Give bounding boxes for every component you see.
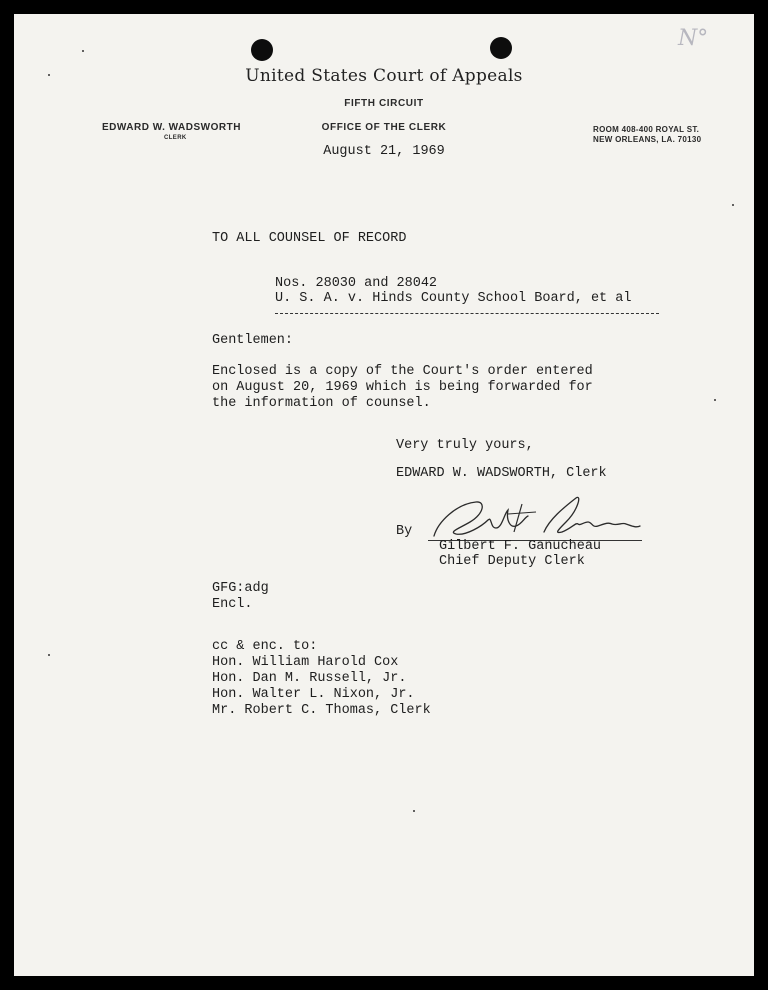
paper-speck bbox=[82, 50, 84, 52]
letter-page bbox=[14, 14, 754, 976]
case-numbers: Nos. 28030 and 28042 bbox=[275, 276, 438, 291]
office-label: OFFICE OF THE CLERK bbox=[321, 122, 447, 133]
body-line: the information of counsel. bbox=[212, 396, 431, 411]
cc-recipient: Mr. Robert C. Thomas, Clerk bbox=[212, 703, 431, 718]
by-label: By bbox=[396, 524, 413, 539]
paper-speck bbox=[413, 810, 415, 812]
cc-recipient: Hon. William Harold Cox bbox=[212, 655, 399, 670]
handwritten-signature bbox=[426, 492, 646, 544]
case-title: U. S. A. v. Hinds County School Board, et al bbox=[275, 291, 632, 306]
punch-hole-left bbox=[251, 39, 273, 61]
salutation: Gentlemen: bbox=[212, 333, 294, 348]
cc-recipient: Hon. Walter L. Nixon, Jr. bbox=[212, 687, 415, 702]
reference-initials: GFG:adg bbox=[212, 581, 269, 596]
punch-hole-right bbox=[490, 37, 512, 59]
signer-title: Chief Deputy Clerk bbox=[439, 554, 585, 569]
cc-recipient: Hon. Dan M. Russell, Jr. bbox=[212, 671, 407, 686]
case-underline bbox=[275, 313, 659, 314]
cc-label: cc & enc. to: bbox=[212, 639, 318, 654]
letter-date: August 21, 1969 bbox=[323, 144, 445, 159]
signer-name: Gilbert F. Ganucheau bbox=[439, 539, 602, 554]
corner-mark: N° bbox=[678, 26, 709, 51]
paper-speck bbox=[732, 204, 734, 206]
closing: Very truly yours, bbox=[396, 438, 534, 453]
body-line: Enclosed is a copy of the Court's order entered bbox=[212, 364, 593, 379]
addressee: TO ALL COUNSEL OF RECORD bbox=[212, 231, 407, 246]
closing-signer: EDWARD W. WADSWORTH, Clerk bbox=[396, 466, 607, 481]
court-name: United States Court of Appeals bbox=[245, 66, 523, 86]
enclosure-note: Encl. bbox=[212, 597, 253, 612]
address-line-1: ROOM 408-400 ROYAL ST. bbox=[593, 125, 700, 134]
paper-speck bbox=[48, 654, 50, 656]
clerk-title: CLERK bbox=[164, 135, 187, 141]
clerk-name: EDWARD W. WADSWORTH bbox=[102, 122, 241, 133]
circuit-label: FIFTH CIRCUIT bbox=[344, 98, 424, 109]
paper-speck bbox=[714, 399, 716, 401]
body-line: on August 20, 1969 which is being forwarded for bbox=[212, 380, 593, 395]
address-line-2: NEW ORLEANS, LA. 70130 bbox=[593, 135, 702, 144]
